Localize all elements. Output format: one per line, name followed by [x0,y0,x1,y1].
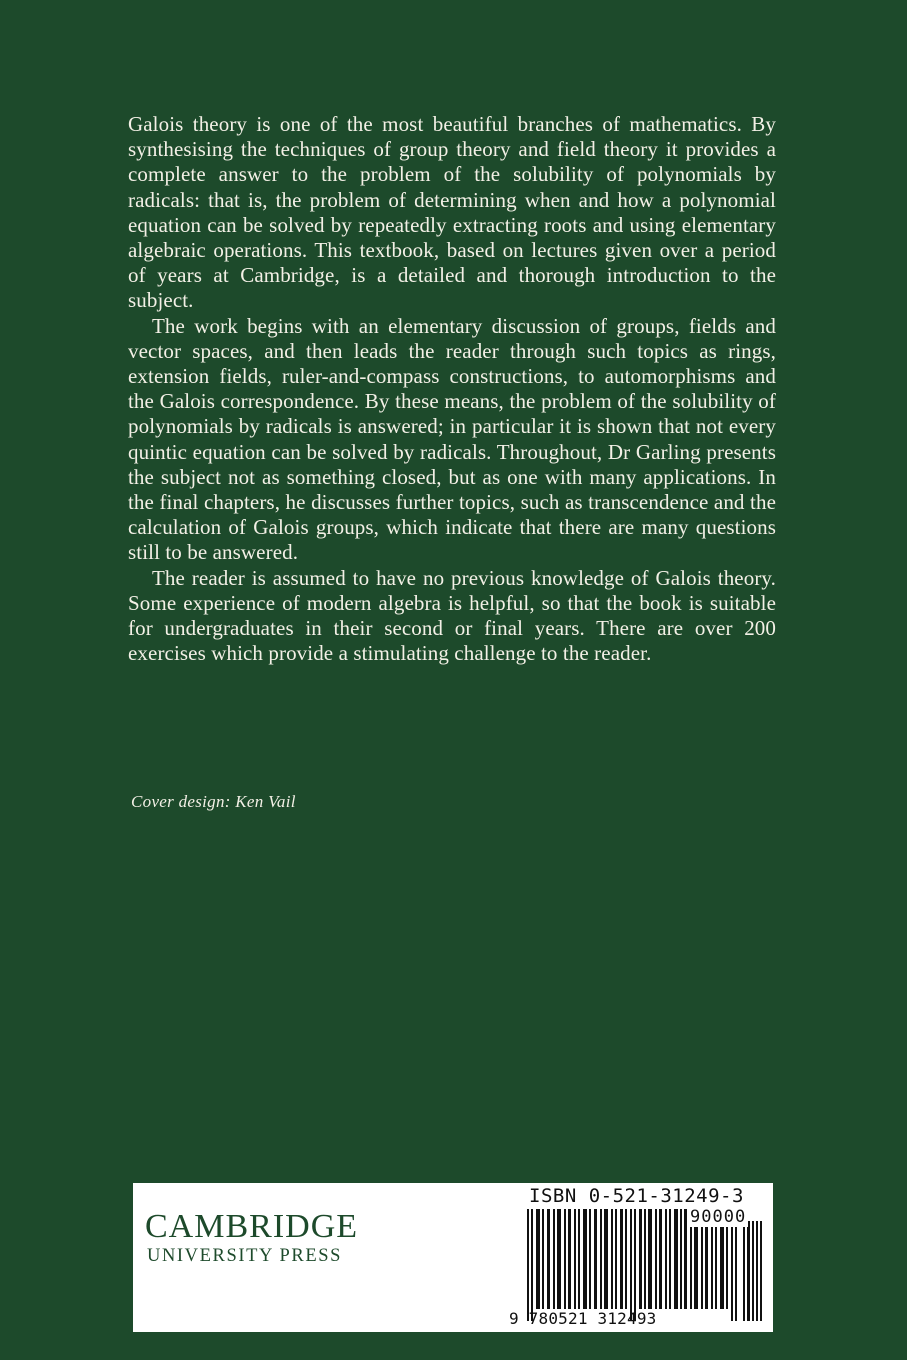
isbn-label: ISBN 0-521-31249-3 [529,1185,744,1207]
publisher-name: CAMBRIDGE [145,1208,359,1245]
publisher-logo [145,1209,358,1267]
cover-design-credit: Cover design: Ken Vail [131,792,296,811]
publisher-press: UNIVERSITY PRESS [147,1246,343,1266]
publisher-barcode-panel [133,1183,773,1332]
blurb-paragraph-2: The work begins with an elementary discussion of groups, fields and vector spaces, and then leads the reader through such topics as rings, extension fields, ruler-and-compass constructions, to automorphisms and the Galois correspondence. By these means, the problem of the solubility of polynomials by radicals is answered; in particular it is shown that not every quintic equation can be solved by radicals. Throughout, Dr Garling presents the subject not as something closed, but as one with many applications. In the final chapters, he discusses further topics, such as transcendence and the calculation of Galois groups, which indicate that there are many questions still to be answered. [128,313,776,565]
blurb-paragraph-3: The reader is assumed to have no previous knowledge of Galois theory. Some experience of modern algebra is helpful, so that the book is suitable for undergraduates in their second or final years. There are over 200 exercises which provide a stimulating challenge to the reader. [128,565,776,666]
blurb-paragraph-1: Galois theory is one of the most beautiful branches of mathematics. By synthesising the techniques of group theory and field theory it provides a complete answer to the problem of the solubility of polynomials by radicals: that is, the problem of determining when and how a polynomial equation can be solved by repeatedly extracting roots and using elementary algebraic operations. This textbook, based on lectures given over a period of years at Cambridge, is a detailed and thorough introduction to the subject. [128,112,776,313]
price-code: 90000 [690,1207,747,1227]
blurb-text [128,112,776,666]
ean-number: 9 780521 312493 [509,1309,657,1328]
